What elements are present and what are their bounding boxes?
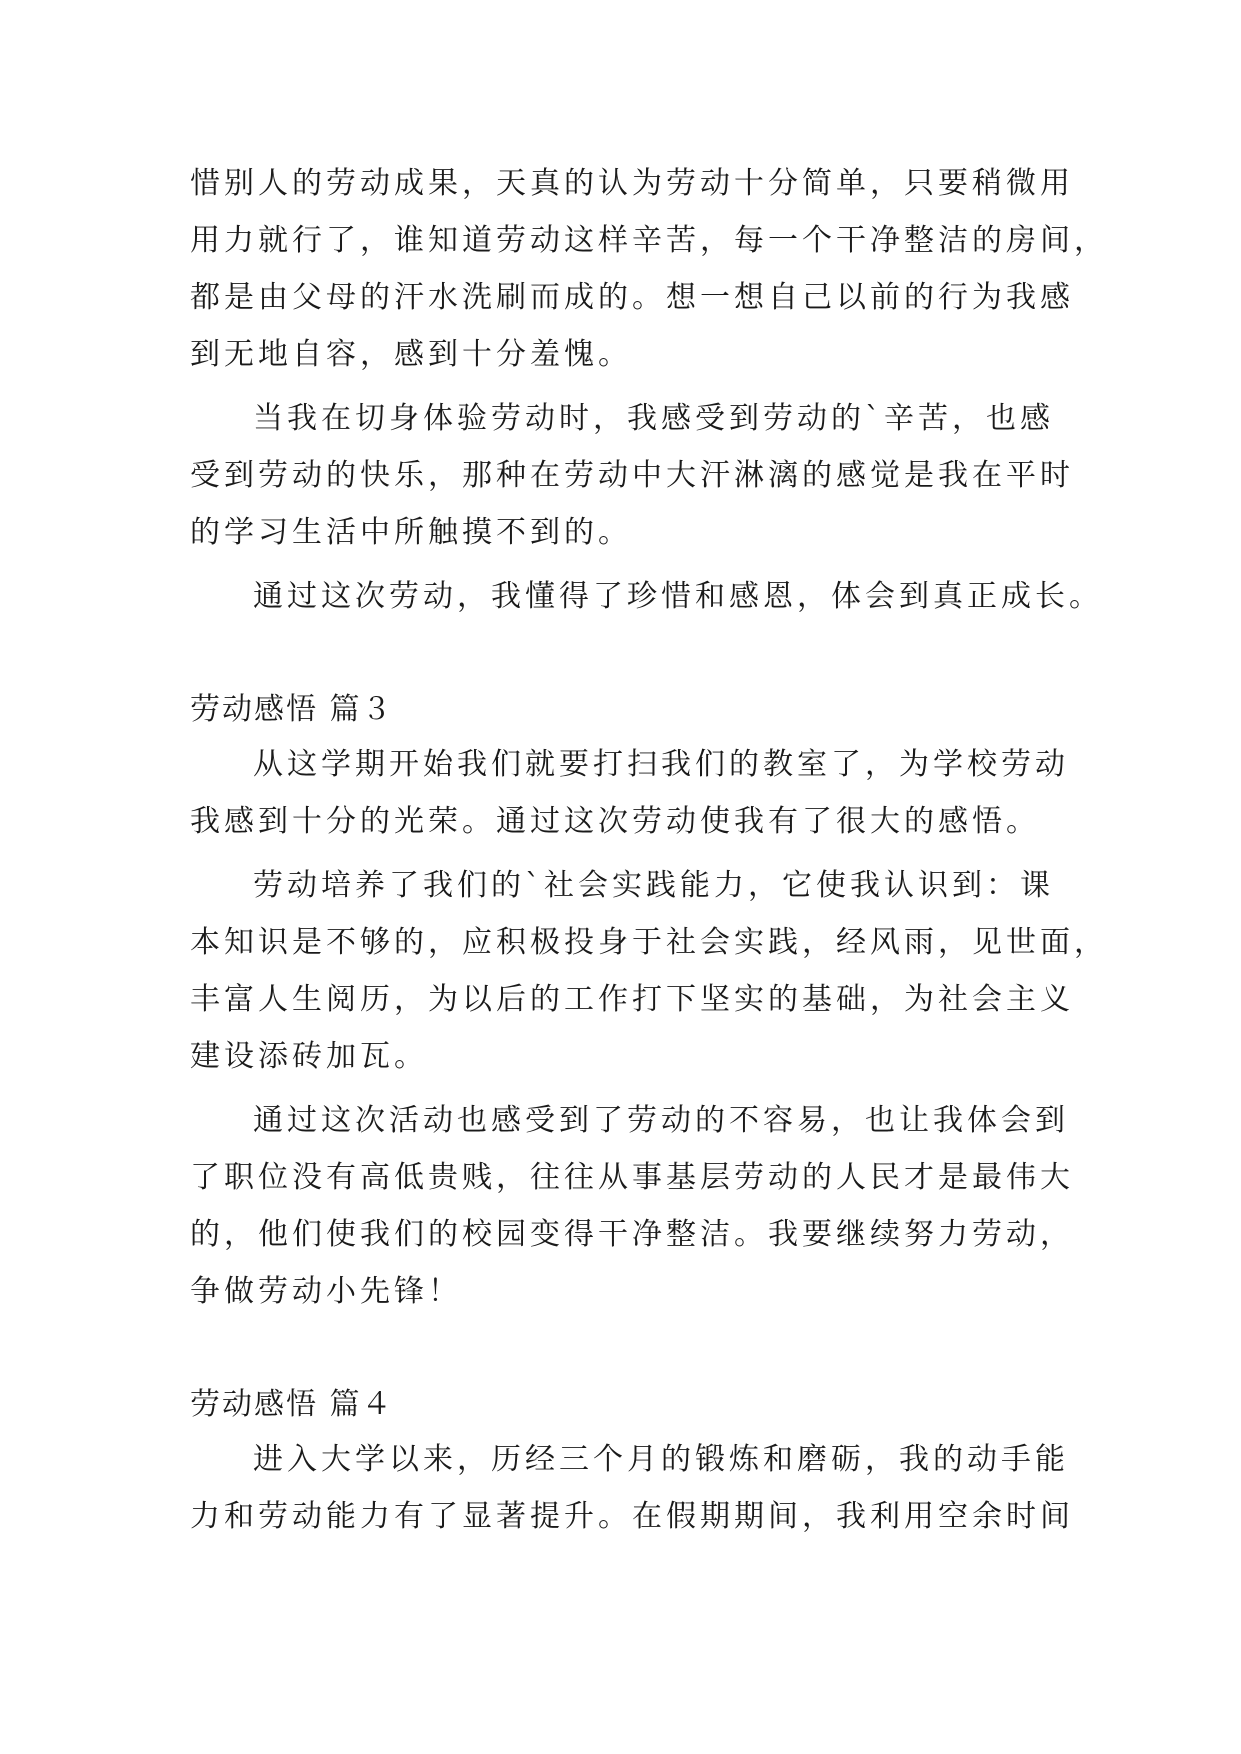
text-line: 用力就行了，谁知道劳动这样辛苦，每一个干净整洁的房间， (190, 223, 1108, 258)
text-line: 通过这次活动也感受到了劳动的不容易，也让我体会到 (253, 1103, 1069, 1138)
text-line: 丰富人生阅历，为以后的工作打下坚实的基础，为社会主义 (190, 982, 1074, 1017)
text-line: 建设添砖加瓦。 (190, 1039, 428, 1074)
text-line: 受到劳动的快乐，那种在劳动中大汗淋漓的感觉是我在平时 (190, 458, 1074, 493)
text-line: 了职位没有高低贵贱，往往从事基层劳动的人民才是最伟大 (190, 1160, 1074, 1195)
text-line: 都是由父母的汗水洗刷而成的。想一想自己以前的行为我感 (190, 280, 1074, 315)
text-line: 的学习生活中所触摸不到的。 (190, 515, 632, 550)
text-line: 通过这次劳动，我懂得了珍惜和感恩，体会到真正成长。 (253, 579, 1103, 614)
text-line: 当我在切身体验劳动时，我感受到劳动的`辛苦，也感 (253, 401, 1054, 436)
text-line: 力和劳动能力有了显著提升。在假期期间，我利用空余时间 (190, 1499, 1074, 1534)
text-line: 惜别人的劳动成果，天真的认为劳动十分简单，只要稍微用 (190, 166, 1074, 201)
text-line: 进入大学以来，历经三个月的锻炼和磨砺，我的动手能 (253, 1442, 1069, 1477)
text-line: 劳动培养了我们的`社会实践能力，它使我认识到：课 (253, 868, 1054, 903)
text-line: 本知识是不够的，应积极投身于社会实践，经风雨，见世面， (190, 925, 1108, 960)
text-line: 我感到十分的光荣。通过这次劳动使我有了很大的感悟。 (190, 804, 1040, 839)
text-line: 争做劳动小先锋！ (190, 1274, 462, 1309)
text-line: 的，他们使我们的校园变得干净整洁。我要继续努力劳动， (190, 1217, 1074, 1252)
text-line: 到无地自容，感到十分羞愧。 (190, 337, 632, 372)
section-heading: 劳动感悟 篇３ (190, 692, 394, 727)
text-line: 从这学期开始我们就要打扫我们的教室了，为学校劳动 (253, 747, 1069, 782)
section-heading: 劳动感悟 篇４ (190, 1387, 394, 1422)
